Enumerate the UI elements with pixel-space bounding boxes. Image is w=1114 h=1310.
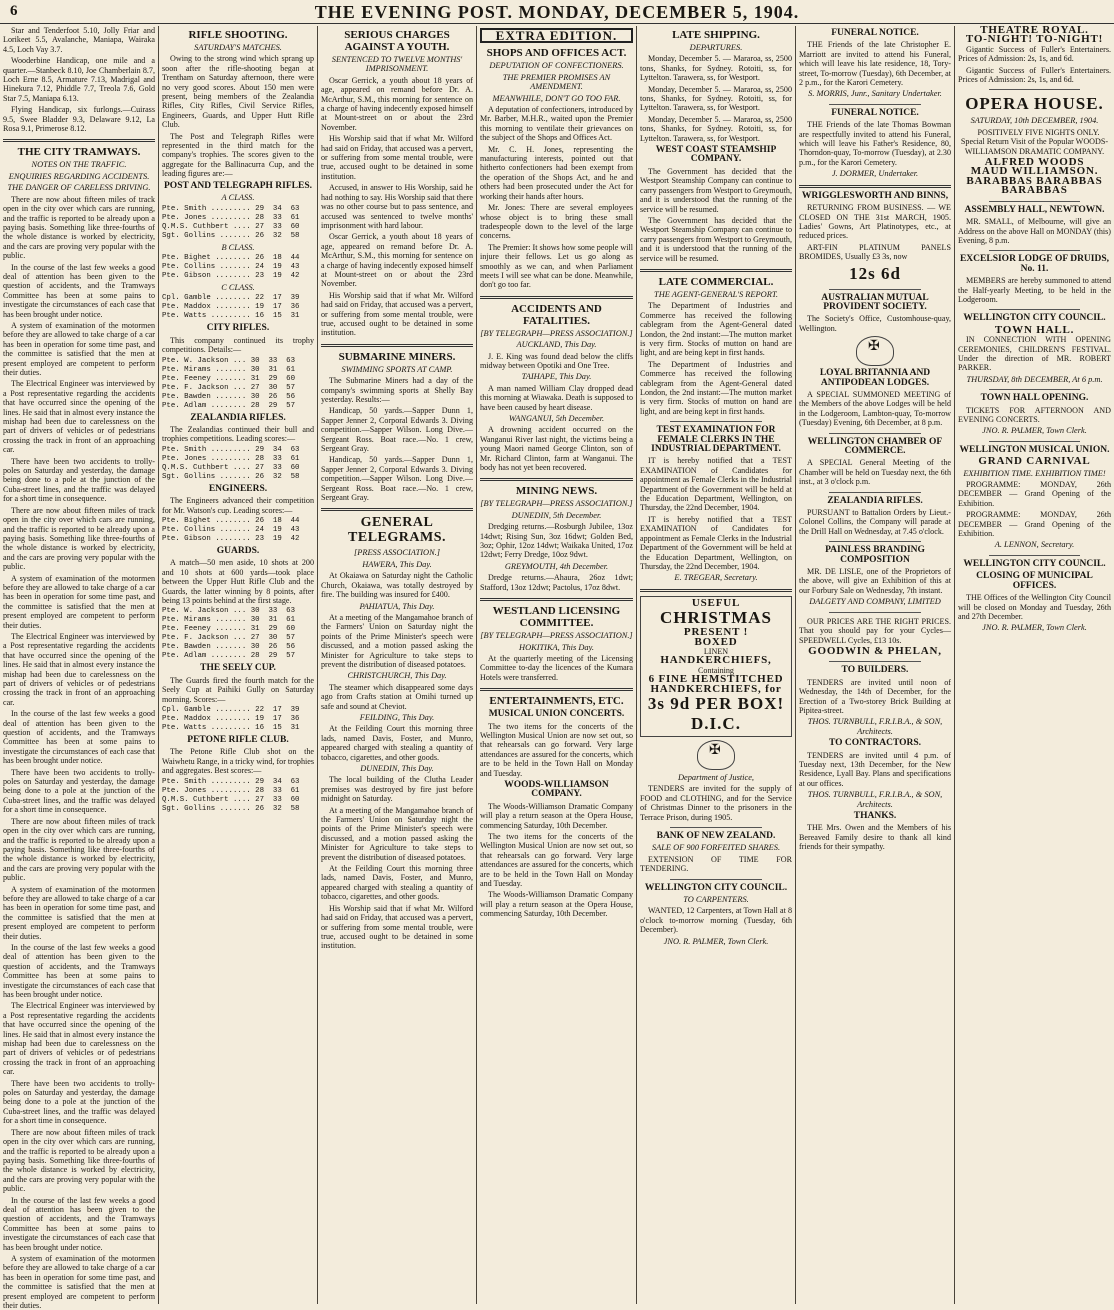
article-paragraph: A drowning accident occurred on the Wanganui River last night, the victims being a young Maori named George Clinton, son of Mr. Richard Clinton, farm at Wanganui. The body has not yet been recovered. <box>480 425 633 473</box>
article-paragraph: His Worship said that if what Mr. Wilford had said on Friday, that accused was a pervert, or suffering from some mental trouble, were true, accused ought to be detained in some institution. <box>321 903 473 951</box>
article-paragraph: Accused, in answer to His Worship, said he had nothing to say. His Worship said that there was no other course but to pass sentence, and accused was sentenced to twelve months' imprisonment with hard labour. <box>321 183 473 230</box>
notice-paragraph: TENDERS are invited until 4 p.m. of Tuesday next, 13th December, for the New Residence, Lyall Bay. Plans and specifications at our offices. <box>799 750 951 788</box>
divider <box>989 555 1081 556</box>
article-subheading: DEPARTURES. <box>689 43 743 52</box>
notice-heading: ASSEMBLY HALL, NEWTOWN. <box>964 204 1105 215</box>
article-paragraph: The local building of the Clutha Leader premises was destroyed by fire just before midnight on Saturday. <box>321 775 473 804</box>
page-number: 6 <box>10 3 18 19</box>
notice-heading: TO BUILDERS. <box>841 665 909 676</box>
article-paragraph: There are now about fifteen miles of track open in the city over which cars are running, and the traffic is reported to be already upon a paying basis. Something like three-fourths of the whole distance is worked by electricity, and the cars are proving very popular with the public. <box>3 816 155 883</box>
score-table: Pte. Bighet ........ 26 18 44 Pte. Collins ....... 24 19 43 Pte. Gibson ........ 23 19 42 <box>162 516 300 543</box>
notice-paragraph: MR. SMALL, of Melbourne, will give an Address on the above Hall on MONDAY (this) Evening, 8 p.m. <box>958 217 1111 245</box>
column-4 <box>477 26 636 1304</box>
section-heading: PETONE RIFLE CLUB. <box>187 735 289 746</box>
article-paragraph: There are now about fifteen miles of track open in the city over which cars are running, and the traffic is reported to be already upon a paying basis. Something like three-fourths of the whole distance is worked by electricity, and the cars are proving very popular with the public. <box>3 1127 155 1194</box>
divider <box>480 688 633 691</box>
notice-signature: THOS. TURNBULL, F.R.I.B.A., & SON, Architects. <box>807 790 943 809</box>
divider <box>640 589 792 592</box>
notice-signature: J. DORMER, Undertaker. <box>831 169 919 179</box>
notice-paragraph: THE Mrs. Owen and the Members of his Bereaved Family desire to thank all kind friends for their sympathy. <box>799 823 951 852</box>
ad-heading: WRIGGLESWORTH AND BINNS, <box>801 190 949 201</box>
article-paragraph: Oscar Gerrick, a youth about 18 years of age, appeared on remand before Dr. A. McArthur, S.M., this morning for sentence on a charge of having indecently exposed himself at Mount-street on or about the 23rd November. <box>321 232 473 289</box>
article-paragraph: In the course of the last few weeks a good deal of attention has been given to the question of accidents, and the Tramways Committee has been at some pains to investigate the circumstances of each case that has been brought under notice. <box>3 942 155 999</box>
article-paragraph: This company continued its trophy competitions. Details:— <box>162 335 314 355</box>
divider <box>829 612 920 613</box>
ad-price-block <box>799 264 951 284</box>
article-paragraph: In the course of the last few weeks a good deal of attention has been given to the question of accidents, and the Tramways Committee has been at some pains to investigate the circumstances of each case that has been brought under notice. <box>3 262 155 319</box>
article-paragraph: At a meeting of the Mangamahoe branch of the Farmers' Union on Saturday night the points of the Prime Minister's speech were discussed, and a motion passed asking the Minister for Agriculture to take steps to prevent the distribution of diseased potatoes. <box>321 805 473 862</box>
notice-heading: AUSTRALIAN MUTUAL PROVIDENT SOCIETY. <box>821 292 929 312</box>
dateline: AUCKLAND, This Day. <box>516 340 597 350</box>
notice-heading: FUNERAL NOTICE. <box>831 28 919 38</box>
article-paragraph: The Department of Industries and Commerce has received the following cablegram from the Agent-General dated London, the 2nd instant:—The mutton market is very firm. Stocks of mutton on hand are light, and are being kept in first hands. <box>640 359 792 416</box>
score-table: Cpl. Gamble ........ 22 17 39 Pte. Maddox ........ 19 17 36 Pte. Watts ......... 16 15 31 <box>162 706 300 733</box>
notice-heading: EXCELSIOR LODGE OF DRUIDS, No. 11. <box>959 254 1110 274</box>
notice-heading: TOWN HALL OPENING. <box>980 393 1089 404</box>
section-heading: CITY RIFLES. <box>206 323 270 334</box>
column-2 <box>159 26 317 1304</box>
article-paragraph: The Guards fired the fourth match for the Seely Cup at Paihiki Gully on Saturday morning. Scores:— <box>162 675 314 704</box>
notice-paragraph: MEMBERS are hereby summoned to attend the Half-yearly Meeting, to be held in the Lodgeroom. <box>958 276 1111 304</box>
racing-text: Star and Tenderfoot 5.10, Jolly Friar and Lorikeet 5.5, Avalanche, Maniapa, Wairaka 4.5, Loch Vay 3.7. <box>3 26 155 54</box>
article-subheading: [BY TELEGRAPH—PRESS ASSOCIATION.] <box>480 499 633 509</box>
ad-heading: PAINLESS BRANDING COMPOSITION <box>825 545 925 565</box>
notice-heading: TEST EXAMINATION FOR FEMALE CLERKS IN THE INDUSTRIAL DEPARTMENT. <box>651 425 781 455</box>
dateline: TAIHAPE, This Day. <box>521 372 592 382</box>
article-paragraph: Dredge returns.—Ahaura, 26oz 1dwt; Stafford, 13oz 12dwt; Pactolus, 17oz 8dwt. <box>480 573 633 592</box>
article-paragraph: J. E. King was found dead below the cliffs midway between Opotiki and One Tree. <box>480 351 633 370</box>
article-paragraph: Monday, December 5. — Mararoa, ss, 2500 tons, Shanks, for Sydney. Rotoiti, ss, for Lyttelton. Tarawera, ss, for Westport. <box>640 84 792 113</box>
divider <box>829 104 920 105</box>
article-subheading: [PRESS ASSOCIATION.] <box>353 548 441 558</box>
ad-signature: DALGETY AND COMPANY, LIMITED <box>809 597 941 607</box>
dateline: PAHIATUA, This Day. <box>359 601 435 611</box>
notice-paragraph: A SPECIAL SUMMONED MEETING of the Members of the above Lodges will be held in the Lodgeroom, Lambton-quay, To-morrow (Tuesday) Evening, 6th December, at 8 p.m. <box>799 389 951 428</box>
dateline: GREYMOUTH, 4th December. <box>504 561 609 571</box>
notice-paragraph: WANTED, 12 Carpenters, at Town Hall at 8 o'clock to-morrow morning (Tuesday, 6th December). <box>640 906 792 935</box>
article-paragraph: A system of examination of the motormen before they are allowed to take charge of a car has been in operation for some time past, and the committee is satisfied that the men at present employed are competent to perform their duties. <box>3 1253 155 1310</box>
article-subheading: THE AGENT-GENERAL'S REPORT. <box>654 289 778 299</box>
article-paragraph: The two items for the concerts of the Wellington Musical Union are now set out, so that rehearsals can go forward. Very large attendances are assured for the concerts, which are to be held in the Town Hall on Monday and Tuesday. <box>480 832 633 889</box>
article-paragraph: There have been two accidents to trolly-poles on Saturday and yesterday, the damage being done to a pole at the junction of the Cuba-street lines, and the traffic was delayed for a short time in consequence. <box>3 1078 155 1126</box>
notice-paragraph: The Society's Office, Customhouse-quay, Wellington. <box>799 314 951 333</box>
article-paragraph: Owing to the strong wind which sprang up soon after the rifle-shooting began at Trentham on Saturday afternoon, there were no very good scores. About 150 men were present, being members of the Zealandia Rifles, City Rifles, Civil Service Rifles, Engineers, Guards, and Upper Hutt Rifle Club. <box>162 54 314 130</box>
score-table: Pte. Smith ......... 29 34 63 Pte. Jones ......... 28 33 61 Q.M.S. Cuthbert .... 27 33 60 Sgt. Gollins ....... 26 32 58 <box>162 445 300 481</box>
notice-paragraph: TICKETS FOR AFTERNOON AND EVENING CONCERTS. <box>958 405 1111 424</box>
article-paragraph: The Woods-Williamson Dramatic Company will play a return season at the Opera House, commencing Saturday, 10th December. <box>480 890 633 919</box>
article-paragraph: At the Feilding Court this morning three lads, named Davis, Foster, and Munro, appeared charged with stealing a quantity of tobacco, cigarettes, and other goods. <box>321 724 473 762</box>
ad-heading: THEATRE ROYAL. <box>980 24 1089 36</box>
column-6 <box>796 26 954 1304</box>
article-paragraph: A system of examination of the motormen before they are allowed to take charge of a car has been in operation for some time past, and the committee is satisfied that the men at present employed are competent to perform their duties. <box>3 884 155 941</box>
notice-heading: WELLINGTON MUSICAL UNION. <box>959 444 1110 455</box>
section-heading: GUARDS. <box>216 545 260 556</box>
coat-of-arms-icon <box>697 740 735 770</box>
ad-text: 6 FINE HEMSTITCHED HANDKERCHIEFS, for <box>648 673 784 695</box>
ad-heading: GOODWIN & PHELAN, <box>808 644 942 657</box>
article-subheading: NOTES ON THE TRAFFIC. <box>31 160 127 170</box>
ad-paragraph: Gigantic Success of Fuller's Entertainers. Prices of Admission: 2s, 1s, and 6d. <box>958 44 1111 64</box>
divider <box>321 344 473 347</box>
theatre-ad <box>958 26 1111 45</box>
notice-heading: BANK OF NEW ZEALAND. <box>656 831 776 841</box>
notice-heading: FUNERAL NOTICE. <box>831 107 919 118</box>
section-heading: MUSICAL UNION CONCERTS. <box>488 709 625 720</box>
article-subheading: SATURDAY'S MATCHES. <box>194 43 282 52</box>
notice-paragraph: IT is hereby notified that a TEST EXAMINATION of Candidates for appointment as Female Clerks in the Industrial Department of the Government will be held at the Education Department, Wellington, on Thursday, the 22nd December, 1904. <box>640 514 792 571</box>
article-paragraph: Handicap, 50 yards.—Sapper Dunn 1, Sapper Jenner 2, Corporal Edwards 3. Diving competition.—Sapper Wilson. Long Dive.—Sergeant Ross. Boat race.—No. 1 crew, Sergeant Gray. <box>321 455 473 503</box>
notice-heading: TO CONTRACTORS. <box>828 738 922 749</box>
newspaper-title: THE EVENING POST. MONDAY, DECEMBER 5, 1904. <box>314 2 800 22</box>
article-paragraph: Dredging returns.—Rosburgh Jubilee, 13oz 14dwt; Rising Sun, 3oz 16dwt; Golden Bed, 3oz; Ophir, 12oz 14dwt; Waikaka United, 17oz 12dwt; Ferry Dredge, 10oz 9dwt. <box>480 522 633 560</box>
notice-signature: E. TREGEAR, Secretary. <box>674 573 758 583</box>
town-hall-ad <box>958 323 1111 336</box>
article-paragraph: A deputation of confectioners, introduced by Mr. Barber, M.H.R., waited upon the Premier this morning to ventilate their grievances on the subject of the Shops and Offices Act. <box>480 105 633 143</box>
score-table: Pte. Bighet ........ 26 18 44 Pte. Collins ....... 24 19 43 Pte. Gibson ........ 23 19 42 <box>162 253 300 280</box>
article-paragraph: At a meeting of the Mangamahoe branch of the Farmers' Union on Saturday night the points of the Prime Minister's speech were discussed, and a motion passed asking the Minister for Agriculture to take steps to prevent the distribution of diseased potatoes. <box>321 612 473 669</box>
notice-paragraph: A SPECIAL General Meeting of the Chamber will be held on Tuesday next, the 6th inst., at 3 o'clock p.m. <box>799 458 951 487</box>
notice-heading: THANKS. <box>853 811 897 821</box>
article-paragraph: A match—50 men aside, 10 shots at 200 and 10 shots at 600 yards—took place between the Upper Hutt Rifle Club and the Guards, the latter winning by 8 points, after being 13 points behind at the first stage. <box>162 558 314 605</box>
class-heading: B CLASS. <box>221 242 255 252</box>
ad-paragraph: PROGRAMME: MONDAY, 26th DECEMBER — Grand Opening of the Exhibition. <box>958 480 1111 508</box>
article-headline: THE CITY TRAMWAYS. <box>17 146 141 159</box>
article-paragraph: The Petone Rifle Club shot on the Waiwhetu Range, in a tricky wind, for trophies and aggregates. Best scores:— <box>162 747 314 776</box>
notice-heading: WELLINGTON CITY COUNCIL. <box>644 882 788 893</box>
ad-paragraph: Gigantic Success of Fuller's Entertainers. Prices of Admission: 2s, 1s, and 6d. <box>958 65 1111 85</box>
ad-text: Containing <box>698 665 734 675</box>
article-subheading: [BY TELEGRAPH—PRESS ASSOCIATION.] <box>480 328 633 338</box>
divider <box>829 289 920 290</box>
article-headline: WESTLAND LICENSING COMMITTEE. <box>492 605 621 630</box>
article-paragraph: There have been two accidents to trolly-poles on Saturday and yesterday, the damage being done to a pole at the junction of the Cuba-street lines, and the traffic was delayed for a short time in consequence. <box>3 767 155 815</box>
notice-paragraph: TENDERS are invited for the supply of FOOD and CLOTHING, and for the Service of Christmas Dinner to the prisoners in the Terrace Prison, during 1905. <box>640 784 792 822</box>
divider <box>480 296 633 299</box>
article-headline: ACCIDENTS AND FATALITIES. <box>511 302 602 327</box>
article-paragraph: The Premier: It shows how some people will injure their fellows. Let us go along as smoothly as we can, and when Parliament meets I will see what can be done. Meanwhile, don't go too far. <box>480 242 633 290</box>
article-paragraph: A man named William Clay dropped dead this morning at Wiawaka. Death is supposed to have been caused by heart disease. <box>480 383 633 412</box>
article-headline: LATE COMMERCIAL. <box>658 275 774 288</box>
article-subheading: ENQUIRIES REGARDING ACCIDENTS. <box>8 171 150 181</box>
article-subheading: THE DANGER OF CARELESS DRIVING. <box>7 183 151 193</box>
divider <box>989 201 1081 202</box>
article-paragraph: The two items for the concerts of the Wellington Musical Union are now set out, so that rehearsals can go forward. Very large attendances are assured for the concerts, which are to be held in the Town Hall on Monday and Tuesday. <box>480 721 633 778</box>
article-subheading: THE PREMIER PROMISES AN AMENDMENT. <box>502 72 611 92</box>
ad-heading: GRAND CARNIVAL <box>978 455 1091 468</box>
article-paragraph: There are now about fifteen miles of track open in the city over which cars are running, and the traffic is reported to be already upon a paying basis. Something like three-fourths of the whole distance is worked by electricity, and the cars are proving very popular with the public. <box>3 194 155 261</box>
dateline: DUNEDIN, This Day. <box>360 764 434 773</box>
ad-text: PRESENT ! <box>683 626 749 639</box>
ad-text: BOXED <box>694 635 738 648</box>
notice-heading: WELLINGTON CITY COUNCIL. <box>963 558 1106 569</box>
notice-signature: S. MORRIS, Junr., Sanitary Undertaker. <box>808 89 942 99</box>
section-heading: ENGINEERS. <box>208 483 268 494</box>
article-paragraph: A system of examination of the motormen before they are allowed to take charge of a car has been in operation for some time past, and the committee is satisfied that the men at present employed are competent to perform their duties. <box>3 320 155 377</box>
ad-performer: ALFRED WOODS <box>984 156 1085 169</box>
ad-paragraph: ART-FIN PLATINUM PANELS BROMIDES, Usually £3 3s, now <box>799 242 951 262</box>
article-headline: SHOPS AND OFFICES ACT. <box>486 47 627 60</box>
article-headline: SERIOUS CHARGES AGAINST A YOUTH. <box>344 29 450 53</box>
ad-subheading: SATURDAY, 10th DECEMBER, 1904. <box>970 116 1099 126</box>
article-headline: MINING NEWS. <box>515 485 598 498</box>
score-table: Pte. Smith ......... 29 34 63 Pte. Jones ......... 28 33 61 Q.M.S. Cuthbert .... 27 33 60 Sgt. Gollins ....... 26 32 58 <box>162 204 300 240</box>
notice-paragraph: THE Friends of the late Thomas Bowman are respectfully invited to attend his Funeral, which will leave his Father's Residence, 80, Thorndon-quay, To-morrow (Tuesday), at 2.30 p.m., for the Karori Cemetery. <box>799 120 951 167</box>
article-headline: GENERAL TELEGRAMS. <box>348 515 446 546</box>
masthead <box>0 0 1114 24</box>
ad-paragraph: PROGRAMME: MONDAY, 26th DECEMBER — Grand Opening of the Exhibition. <box>958 510 1111 539</box>
notice-subheading: TO CARPENTERS. <box>683 895 749 905</box>
score-table: Cpl. Gamble ........ 22 17 39 Pte. Maddox ........ 19 17 36 Pte. Watts ......... 16 15 31 <box>162 294 300 321</box>
article-headline: LATE SHIPPING. <box>672 29 760 41</box>
article-paragraph: His Worship said that if what Mr. Wilford had said on Friday, that accused was a pervert, or suffering from some mental trouble, were true, accused ought to be detained in some institution. <box>321 290 473 338</box>
divider <box>3 139 155 142</box>
lodge-emblem-icon <box>856 336 894 366</box>
article-paragraph: At the Feilding Court this morning three lads, named Davis, Foster, and Munro, appeared charged with stealing a quantity of tobacco, cigarettes, and other goods. <box>321 864 473 902</box>
goodwin-ad <box>799 644 951 657</box>
ad-price: 3s 9d PER BOX! <box>647 693 785 713</box>
notice-date: THURSDAY, 8th DECEMBER, At 6 p.m. <box>966 374 1103 384</box>
notice-paragraph: IN CONNECTION WITH OPENING CEREMONIES, CHILDREN'S FESTIVAL. Under the direction of MR. ROBERT PARKER. <box>958 335 1111 373</box>
article-paragraph: The Government has decided that the Westport Steamship Company can continue to carry passengers from Westport to Greymouth, and it is understood that the running of the service will be resumed. <box>640 215 792 263</box>
article-paragraph: The Electrical Engineer was interviewed by a Post representative regarding the accidents that have occurred since the opening of the lines. He said that in almost every instance the mishap had been due to carelessness on the part of drivers of vehicles or of pedestrians crossing the track in front of an approaching car. <box>3 1001 155 1077</box>
article-headline: SUBMARINE MINERS. <box>338 350 456 363</box>
dateline: HAWERA, This Day. <box>362 559 432 569</box>
divider <box>670 827 761 828</box>
ad-paragraph: RETURNING FROM BUSINESS. — WE CLOSED ON THE 31st MARCH, 1905. Ladies' Gowns, Art Platinotypes, etc., at reduced prices. <box>799 203 951 241</box>
article-paragraph: His Worship said that if what Mr. Wilford had said on Friday, that accused was a pervert, or suffering from some mental trouble, were true, accused ought to be detained in some institution. <box>321 134 473 181</box>
article-paragraph: The steamer which disappeared some days ago from Crafts station at Omihi turned up safe and sound at Cheviot. <box>321 682 473 711</box>
class-heading: A CLASS. <box>221 193 255 203</box>
dateline: WANGANUI, 5th December. <box>508 414 605 423</box>
article-paragraph: The Government has decided that the Westport Steamship Company can continue to carry passengers from Westport to Greymouth, and it is understood that the running of the service will be resumed. <box>640 166 792 214</box>
article-paragraph: Mr. Jones: There are several employees whose object is to bring these small tradespeople down to the level of the large concerns. <box>480 203 633 241</box>
column-5 <box>637 26 795 1304</box>
racing-text: Flying Handicap, six furlongs.—Cuirass 9.5, Swee Bladder 9.3, Delaware 9.12, La Rosa 9.1, Primerose 8.12. <box>3 105 155 134</box>
article-subheading: SWIMMING SPORTS AT CAMP. <box>341 364 453 374</box>
article-paragraph: The Submarine Miners had a day of the company's swimming sports at Shelly Bay yesterday. Results:— <box>321 376 473 404</box>
article-paragraph: The Department of Industries and Commerce has received the following cablegram from the Agent-General dated London, the 2nd instant:—The mutton market is very firm. Stocks of mutton on hand are light, and are being kept in first hands. <box>640 301 792 358</box>
class-heading: C CLASS. <box>221 282 255 292</box>
divider <box>829 492 920 493</box>
ad-play-title: BARABBAS BARABBAS BARABBAS <box>966 174 1103 197</box>
article-paragraph: Oscar Gerrick, a youth about 18 years of age, appeared on remand before Dr. A. McArthur, S.M., this morning for sentence on a charge of having indecently exposed himself at Mount-street on or about the 23rd November. <box>321 75 473 132</box>
score-table: Pte. W. Jackson ... 30 33 63 Pte. Mirams ....... 30 31 61 Pte. Feeney ....... 31 29 60 Pte. F. Jackson ... 27 30 57 Pte. Bawden ....... 30 26 56 Pte. Adlam ........ 28 29 57 <box>162 356 296 410</box>
article-paragraph: Handicap, 50 yards.—Sapper Dunn 1, Sapper Jenner 2, Corporal Edwards 3. Diving competition.—Sapper Wilson. Long Dive.—Sergeant Ross. Boat race.—No. 1 crew, Sergeant Gray. <box>321 406 473 454</box>
article-paragraph: Monday, December 5. — Mararoa, ss, 2500 tons, Shanks, for Sydney. Rotoiti, ss, for Lyttelton. Tarawera, ss, for Westport. <box>640 54 792 83</box>
notice-paragraph: THE Friends of the late Christopher E. Marriott are invited to attend his Funeral, which will leave his late residence, 18, Tory-street, To-morrow (Tuesday), 6th December, at 2 p.m., for the Karori Cemetery. <box>799 40 951 88</box>
article-paragraph: Mr. C. H. Jones, representing the manufacturing interests, pointed out that hitherto confectioners had been exempt from the operation of the Shops Act, and he and others had been prosecuted under the Act for working their hands after hours. <box>480 144 633 201</box>
article-subheading: DEPUTATION OF CONFECTIONERS. <box>489 61 624 71</box>
article-paragraph: At the quarterly meeting of the Licensing Committee to-day the licences of the Kumara Hotels were transferred. <box>480 653 633 682</box>
divider <box>480 598 633 601</box>
dateline: FEILDING, This Day. <box>359 712 435 722</box>
opera-house-ad <box>958 94 1111 195</box>
carnival-ad <box>958 457 1111 478</box>
notice-paragraph: THE Offices of the Wellington City Council will be closed on Monday and Tuesday, 26th and 27th December. <box>958 593 1111 621</box>
divider <box>989 250 1081 251</box>
divider <box>829 661 920 662</box>
divider <box>480 478 633 481</box>
divider <box>989 389 1081 390</box>
article-subheading: SENTENCED TO TWELVE MONTHS' IMPRISONMENT. <box>331 55 463 74</box>
notice-heading: LOYAL BRITANNIA AND ANTIPODEAN LODGES. <box>819 368 931 388</box>
ad-subheading: TO-NIGHT! TO-NIGHT! <box>965 33 1104 46</box>
divider <box>321 508 473 511</box>
section-heading: WEST COAST STEAMSHIP COMPANY. <box>655 145 777 165</box>
section-heading: WOODS-WILLIAMSON COMPANY. <box>504 779 609 800</box>
article-headline: ENTERTAINMENTS, ETC. <box>489 695 624 708</box>
ad-text: USEFUL <box>691 596 741 609</box>
notice-signature: THOS. TURNBULL, F.R.I.B.A., & SON, Architects. <box>807 717 943 736</box>
article-headline: RIFLE SHOOTING. <box>188 29 288 41</box>
article-paragraph: The Post and Telegraph Rifles were represented in the third match for the company's trophies. The scores given to the aggregate for the Ballinacurra Cup, and the leading figures are:— <box>162 131 314 179</box>
article-paragraph: Monday, December 5. — Mararoa, ss, 2500 tons, Shanks, for Sydney. Rotoiti, ss, for Lyttelton. Tarawera, ss, for Westport. <box>640 114 792 143</box>
divider <box>799 185 951 188</box>
notice-paragraph: EXTENSION OF TIME FOR TENDERING. <box>640 854 792 874</box>
notice-heading: Department of Justice, <box>677 772 755 782</box>
ad-paragraph: POSITIVELY FIVE NIGHTS ONLY. Special Return Visit of the Popular WOODS-WILLIAMSON DRAMATIC COMPANY. <box>960 127 1109 156</box>
section-heading: POST AND TELEGRAPH RIFLES. <box>164 180 312 191</box>
article-paragraph: At Okaiawa on Saturday night the Catholic Church, Okaiawa, was totally destroyed by fire. The building was insured for £400. <box>321 571 473 600</box>
article-paragraph: There are now about fifteen miles of track open in the city over which cars are running, and the traffic is reported to be already upon a paying basis. Something like three-fourths of the whole distance is worked by electricity, and the cars are proving very popular with the public. <box>3 505 155 572</box>
article-subheading: MEANWHILE, DON'T GO TOO FAR. <box>492 93 621 103</box>
article-paragraph: The Electrical Engineer was interviewed by a Post representative regarding the accidents that have occurred since the opening of the lines. He said that in almost every instance the mishap had been due to carelessness on the part of drivers of vehicles or of pedestrians crossing the track in front of an approaching car. <box>3 631 155 707</box>
ad-paragraph: MR. DE LISLE, one of the Proprietors of the above, will give an Exhibition of this at our Forbury Sale on Wednesday, 7th instant. <box>799 567 951 595</box>
column-7 <box>955 26 1114 1304</box>
ad-subheading: EXHIBITION TIME. EXHIBITION TIME! <box>963 468 1106 478</box>
notice-subheading: SALE OF 900 FORFEITED SHARES. <box>651 843 781 853</box>
dateline: DUNEDIN, 5th December. <box>511 510 602 520</box>
ad-heading: OPERA HOUSE. <box>965 94 1104 114</box>
dateline: CHRISTCHURCH, This Day. <box>347 671 447 681</box>
divider <box>989 89 1081 90</box>
notice-subheading: CLOSING OF MUNICIPAL OFFICES. <box>976 571 1093 591</box>
section-heading: THE SEELY CUP. <box>200 663 276 674</box>
divider <box>640 269 792 272</box>
dateline: HOKITIKA, This Day. <box>519 642 594 652</box>
article-paragraph: The Zealandias continued their bull and trophies competitions. Leading scores:— <box>162 424 314 444</box>
divider <box>829 433 920 434</box>
article-paragraph: There have been two accidents to trolly-poles on Saturday and yesterday, the damage being done to a pole at the junction of the Cuba-street lines, and the traffic was delayed for a short time in consequence. <box>3 456 155 504</box>
notice-signature: JNO. R. PALMER, Town Clerk. <box>982 623 1087 633</box>
ad-store-name: D.I.C. <box>691 713 741 733</box>
article-paragraph: The Engineers advanced their competition for Mr. Watson's cup. Leading scores:— <box>162 496 314 515</box>
dic-advertisement <box>640 596 792 737</box>
extra-edition-banner: EXTRA EDITION. <box>480 28 633 43</box>
racing-text: Wooderbine Handicap, one mile and a quarter.—Stanbeck 8.10, Joe Chamberlain 8.7, Loch Erne 8.5, Armature 7.13, Madrigal and Hinekura 7.12, Phiddle 7.7, Treola 7.6, Gold Star 7.5, Maniapa 6.13. <box>3 56 155 103</box>
article-paragraph: In the course of the last few weeks a good deal of attention has been given to the question of accidents, and the Tramways Committee has been at some pains to investigate the circumstances of each case that has been brought under notice. <box>3 709 155 766</box>
ad-text: HANDKERCHIEFS, <box>660 654 772 667</box>
score-table: Pte. Smith ......... 29 34 63 Pte. Jones ......... 28 33 61 Q.M.S. Cuthbert .... 27 33 60 Sgt. Gollins ....... 26 32 58 <box>162 777 300 813</box>
ad-heading: TOWN HALL. <box>994 323 1075 336</box>
notice-heading: WELLINGTON CITY COUNCIL. <box>963 313 1106 324</box>
ad-price: 12s 6d <box>849 263 901 283</box>
column-3 <box>318 26 476 1304</box>
divider <box>989 441 1081 442</box>
article-paragraph: The Electrical Engineer was interviewed by a Post representative regarding the accidents that have occurred since the opening of the lines. He said that in almost every instance the mishap had been due to carelessness on the part of drivers of vehicles or of pedestrians crossing the track in front of an approaching car. <box>3 379 155 455</box>
column-1 <box>0 26 158 1310</box>
notice-heading: ZEALANDIA RIFLES. <box>827 495 923 506</box>
divider <box>829 541 920 542</box>
notice-paragraph: PURSUANT to Battalion Orders by Lieut.-Colonel Collins, the Company will parade at the Drill Hall on Wednesday, at 7.45 o'clock. <box>799 508 951 536</box>
ad-paragraph: OUR PRICES ARE THE RIGHT PRICES. That you should pay for your Cycles—SPEEDWELL Cycles, £13 10s. <box>799 616 951 645</box>
divider <box>670 421 761 422</box>
ad-performer: MAUD WILLIAMSON. <box>970 165 1099 178</box>
article-paragraph: A system of examination of the motormen before they are allowed to take charge of a car has been in operation for some time past, and the committee is satisfied that the men at present employed are competent to perform their duties. <box>3 573 155 630</box>
notice-paragraph: TENDERS are invited until noon of Wednesday, the 14th of December, for the Erection of a Two-storey Brick Building at Pipitea-street. <box>799 677 951 715</box>
article-paragraph: In the course of the last few weeks a good deal of attention has been given to the question of accidents, and the Tramways Committee has been at some pains to investigate the circumstances of each case that has been brought under notice. <box>3 1195 155 1252</box>
article-subheading: [BY TELEGRAPH—PRESS ASSOCIATION.] <box>480 631 633 641</box>
divider <box>670 879 761 880</box>
notice-signature: JNO. R. PALMER, Town Clerk. <box>982 426 1087 436</box>
ad-headline: CHRISTMAS <box>660 608 772 628</box>
divider <box>989 309 1081 310</box>
notice-signature: JNO. R. PALMER, Town Clerk. <box>663 936 769 946</box>
notice-heading: WELLINGTON CHAMBER OF COMMERCE. <box>807 436 943 456</box>
ad-signature: A. LENNON, Secretary. <box>994 540 1075 550</box>
ad-text: LINEN <box>703 646 729 656</box>
article-paragraph: The Woods-Williamson Dramatic Company will play a return season at the Opera House, commencing Saturday, 10th December. <box>480 801 633 830</box>
score-table: Pte. W. Jackson ... 30 33 63 Pte. Mirams ....... 30 31 61 Pte. Feeney ....... 31 29 60 Pte. F. Jackson ... 27 30 57 Pte. Bawden ....... 30 26 56 Pte. Adlam ........ 28 29 57 <box>162 607 296 661</box>
section-heading: ZEALANDIA RIFLES. <box>190 412 286 423</box>
notice-paragraph: IT is hereby notified that a TEST EXAMINATION of Candidates for appointment as Female Clerks in the Industrial Department of the Government will be held at the Education Department, Wellington, on Thursday, the 22nd December, 1904. <box>640 456 792 513</box>
